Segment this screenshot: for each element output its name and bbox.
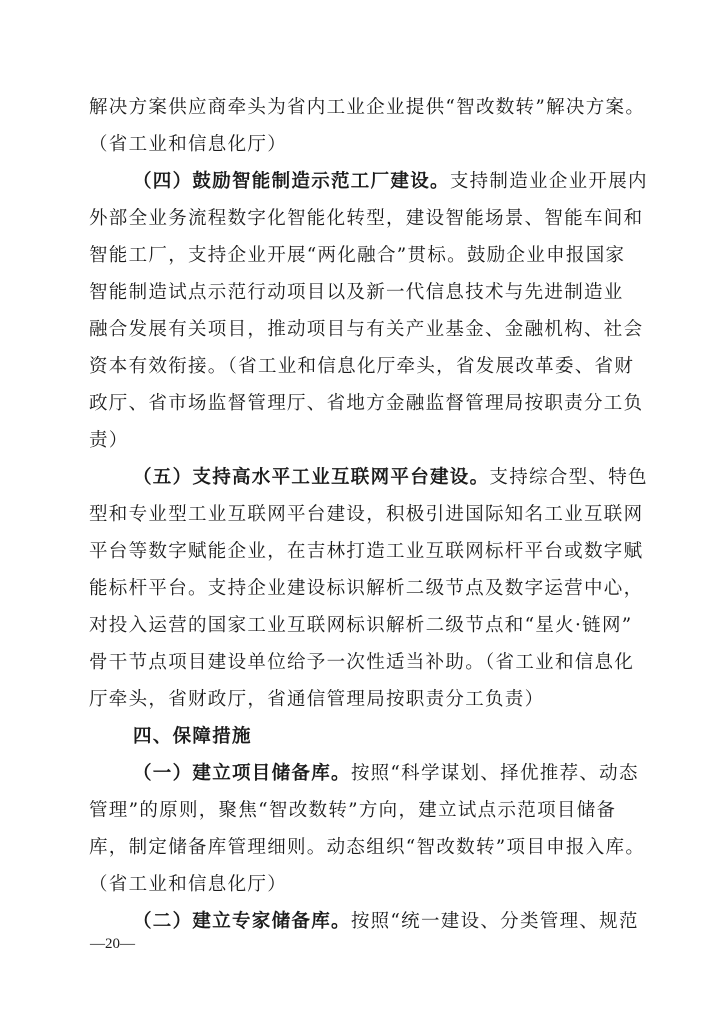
text-line: 平台等数字赋能企业，在吉林打造工业互联网标杆平台或数字赋 bbox=[89, 541, 644, 562]
text-line: 厅牵头，省财政厅，省通信管理局按职责分工负责） bbox=[89, 689, 545, 710]
text-line: 资本有效衔接。（省工业和信息化厅牵头，省发展改革委、省财 bbox=[89, 356, 635, 377]
section-heading-safeguards: 四、保障措施 bbox=[133, 726, 252, 747]
section-lead: （四）鼓励智能制造示范工厂建设。 bbox=[133, 171, 450, 192]
text-line: 管理”的原则，聚焦“智改数转”方向，建立试点示范项目储备 bbox=[89, 800, 617, 821]
text-line: （省工业和信息化厅） bbox=[89, 134, 288, 155]
text-line: 外部全业务流程数字化智能化转型，建设智能场景、智能车间和 bbox=[89, 208, 644, 229]
subsection-paragraph-two: （二）建立专家储备库。按照“统一建设、分类管理、规范 bbox=[133, 911, 639, 932]
text-line: 型和专业型工业互联网平台建设，积极引进国际知名工业互联网 bbox=[89, 504, 644, 525]
subsection-paragraph-one: （一）建立项目储备库。按照“科学谋划、择优推荐、动态 bbox=[133, 763, 639, 784]
section-lead: （二）建立专家储备库。 bbox=[133, 911, 351, 932]
section-lead: （一）建立项目储备库。 bbox=[133, 763, 351, 784]
text-line: 政厅、省市场监督管理厅、省地方金融监督管理局按职责分工负 bbox=[89, 393, 644, 414]
section-paragraph-five: （五）支持高水平工业互联网平台建设。支持综合型、特色 bbox=[133, 467, 648, 488]
text-line: 对投入运营的国家工业互联网标识解析二级节点和“星火·链网” bbox=[89, 615, 633, 636]
text-line: 解决方案供应商牵头为省内工业企业提供“智改数转”解决方案。 bbox=[89, 97, 646, 118]
text-line: 能标杆平台。支持企业建设标识解析二级节点及数字运营中心， bbox=[89, 578, 644, 599]
page-number: —20— bbox=[90, 936, 135, 952]
text-line: 库，制定储备库管理细则。动态组织“智改数转”项目申报入库。 bbox=[89, 837, 646, 858]
text-line: （省工业和信息化厅） bbox=[89, 874, 288, 895]
text-line: 智能制造试点示范行动项目以及新一代信息技术与先进制造业 bbox=[89, 282, 624, 303]
section-paragraph-four: （四）鼓励智能制造示范工厂建设。支持制造业企业开展内 bbox=[133, 171, 648, 192]
section-lead: （五）支持高水平工业互联网平台建设。 bbox=[133, 467, 490, 488]
text-line: 责） bbox=[89, 430, 129, 451]
text-line: 骨干节点项目建设单位给予一次性适当补助。（省工业和信息化 bbox=[89, 652, 635, 673]
text-line: 智能工厂，支持企业开展“两化融合”贯标。鼓励企业申报国家 bbox=[89, 245, 626, 266]
text-line: 融合发展有关项目，推动项目与有关产业基金、金融机构、社会 bbox=[89, 319, 644, 340]
